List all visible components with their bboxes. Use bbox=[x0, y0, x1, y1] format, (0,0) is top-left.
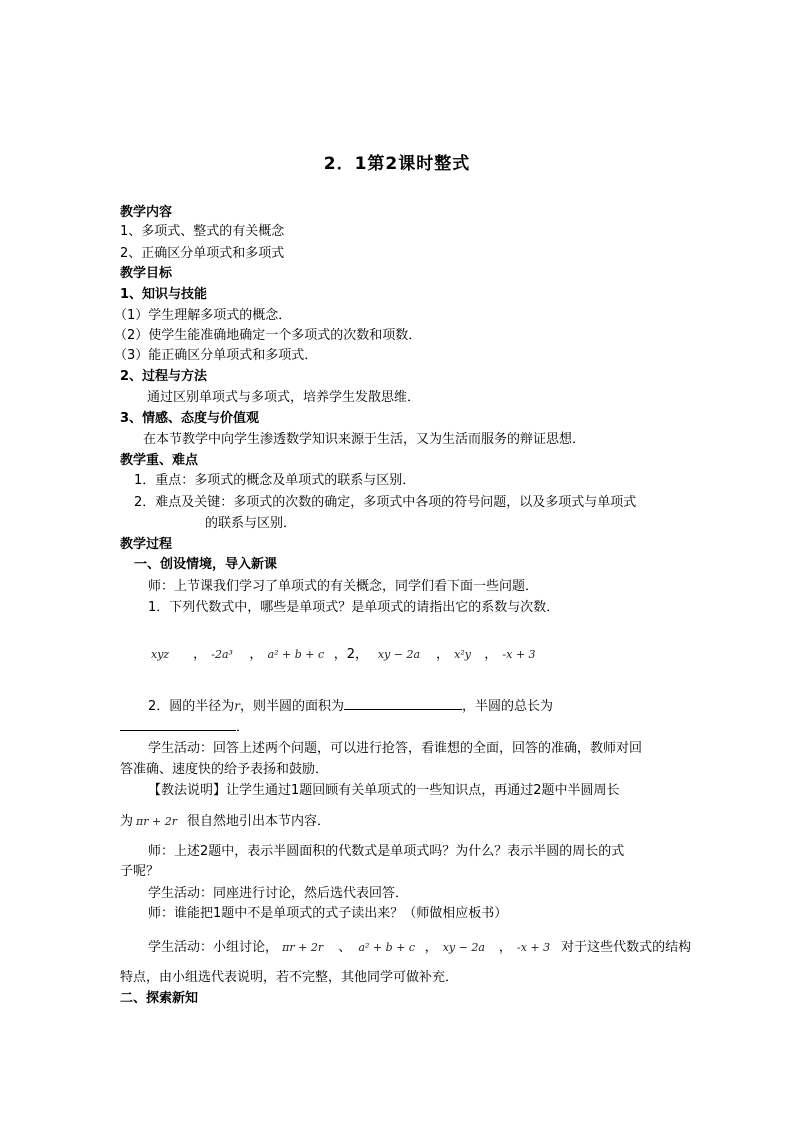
method-note-prefix: 为 bbox=[120, 814, 134, 829]
step2-heading: 二、探索新知 bbox=[120, 991, 199, 1006]
content-item-2: 2、正确区分单项式和多项式 bbox=[120, 246, 285, 261]
method-note: 【教法说明】让学生通过1题回顾有关单项式的一些知识点，再通过2题中半圆周长 bbox=[148, 783, 620, 798]
expr-xy-2a: xy − 2a bbox=[442, 941, 485, 954]
goal2-text: 通过区别单项式与多项式，培养学生发散思维． bbox=[147, 390, 421, 405]
teacher-line-2-cont: 子呢？ bbox=[120, 864, 160, 879]
question-2-mid: ，则半圆的面积为 bbox=[240, 699, 345, 714]
expr-x2y: x²y bbox=[454, 648, 471, 661]
activity-3 bbox=[148, 939, 691, 957]
key-item-2-cont: 的联系与区别． bbox=[205, 516, 297, 531]
goal1-heading: 1、知识与技能 bbox=[120, 287, 208, 302]
activity-1-cont: 答准确、速度快的给予表扬和鼓励． bbox=[120, 762, 329, 777]
expr-separator: ， bbox=[249, 647, 263, 662]
content-heading: 教学内容 bbox=[120, 205, 173, 220]
expr-neg-2a-cubed: -2a³ bbox=[211, 648, 233, 661]
goal2-heading: 2、过程与方法 bbox=[120, 369, 208, 384]
question-1: 1．下列代数式中，哪些是单项式？是单项式的请指出它的系数与次数． bbox=[148, 600, 560, 615]
goal1-item-c: （3）能正确区分单项式和多项式． bbox=[114, 348, 318, 363]
key-heading: 教学重、难点 bbox=[120, 453, 199, 468]
activity-3-suffix: 对于这些代数式的结构 bbox=[561, 940, 692, 955]
goals-heading: 教学目标 bbox=[120, 266, 173, 281]
expr-separator: ， bbox=[435, 647, 449, 662]
step1-heading: 一、创设情境，导入新课 bbox=[134, 557, 278, 572]
expr-pi-r-2r: πr + 2r bbox=[282, 941, 324, 954]
answer-blank-perimeter[interactable] bbox=[120, 718, 236, 731]
expr-pi-r-2r: πr + 2r bbox=[136, 815, 177, 828]
expr-a2-b-c: a² + b + c bbox=[267, 648, 325, 661]
process-heading: 教学过程 bbox=[120, 537, 173, 552]
expr-separator: 、 bbox=[338, 940, 352, 955]
question-2-prefix: 2．圆的半径为 bbox=[148, 699, 235, 714]
teacher-line-1: 师：上节课我们学习了单项式的有关概念，同学们看下面一些问题． bbox=[148, 579, 539, 594]
expr-separator: ， bbox=[193, 647, 207, 662]
activity-3-cont: 特点，由小组选代表说明，若不完整，其他同学可做补充． bbox=[120, 970, 459, 985]
question-2-tail: ． bbox=[236, 720, 250, 735]
activity-1: 学生活动：回答上述两个问题，可以进行抢答，看谁想的全面，回答的准确，教师对回 bbox=[148, 741, 643, 756]
expr-separator: ， bbox=[498, 940, 512, 955]
activity-3-prefix: 学生活动：小组讨论， bbox=[148, 940, 279, 955]
expr-a2-b-c: a² + b + c bbox=[358, 941, 416, 954]
teacher-line-2: 师：上述2题中，表示半圆面积的代数式是单项式吗？为什么？表示半圆的周长的式 bbox=[148, 844, 625, 859]
content-item-1: 1、多项式、整式的有关概念 bbox=[120, 224, 285, 239]
activity-2: 学生活动：同座进行讨论，然后选代表回答． bbox=[148, 886, 409, 901]
expr-separator-2: ，2， bbox=[333, 647, 368, 662]
expr-separator: ， bbox=[484, 647, 498, 662]
expr-separator: ， bbox=[424, 940, 438, 955]
goal3-text: 在本节教学中向学生渗透数学知识来源于生活，又为生活而服务的辩证思想． bbox=[143, 432, 586, 447]
goal3-heading: 3、情感、态度与价值观 bbox=[120, 411, 260, 426]
key-item-1: 1．重点：多项式的概念及单项式的联系与区别． bbox=[134, 473, 416, 488]
goal1-item-a: （1）学生理解多项式的概念． bbox=[114, 308, 292, 323]
goal1-item-b: （2）使学生能准确地确定一个多项式的次数和项数． bbox=[114, 328, 422, 343]
teacher-line-3: 师：谁能把1题中不是单项式的式子读出来？（师做相应板书） bbox=[148, 906, 508, 921]
method-note-cont bbox=[120, 813, 330, 831]
question-1-expressions bbox=[151, 646, 546, 664]
expr-neg-x-3: -x + 3 bbox=[517, 941, 551, 954]
expr-neg-x-3: -x + 3 bbox=[502, 648, 536, 661]
question-2 bbox=[148, 697, 553, 716]
answer-blank-area[interactable] bbox=[344, 697, 462, 710]
method-note-suffix: 很自然地引出本节内容． bbox=[186, 814, 330, 829]
question-2-cont bbox=[120, 718, 249, 737]
expr-xy-2a: xy − 2a bbox=[377, 648, 421, 661]
question-2-end: ，半圆的总长为 bbox=[462, 699, 554, 714]
expr-xyz: xyz bbox=[151, 648, 170, 661]
key-item-2: 2．难点及关键：多项式的次数的确定，多项式中各项的符号问题，以及多项式与单项式 bbox=[134, 495, 637, 510]
question-2-var: r bbox=[234, 699, 241, 713]
page-title: 2．1第2课时整式 bbox=[323, 154, 471, 174]
